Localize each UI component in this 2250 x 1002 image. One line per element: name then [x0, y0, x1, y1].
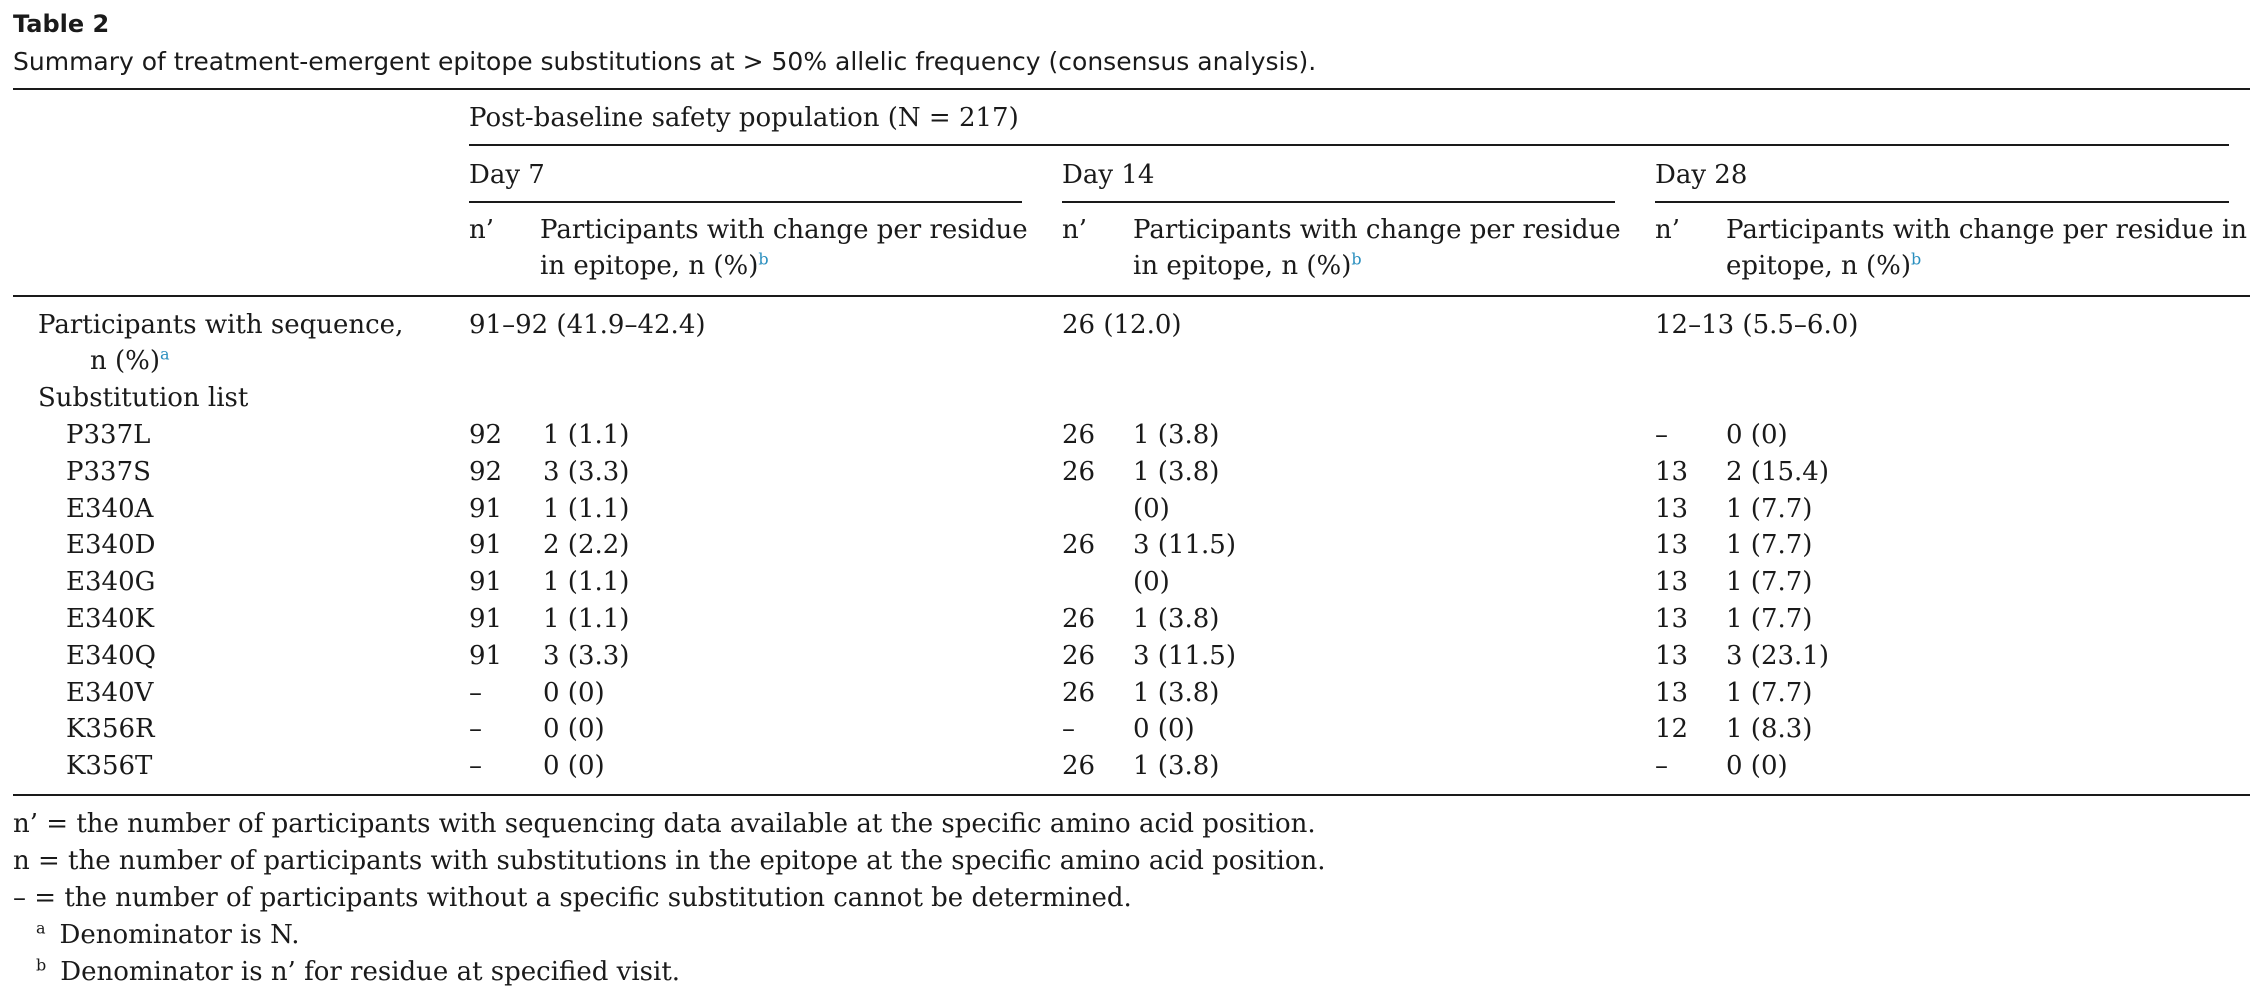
- day28-nprime: 13: [1655, 493, 1689, 524]
- day7-nprime: 91: [469, 493, 503, 524]
- day28-value: 1 (7.7): [1726, 530, 1813, 561]
- day28-value: 1 (7.7): [1726, 493, 1813, 524]
- row-label: P337S: [66, 456, 151, 487]
- day28-nprime: 13: [1655, 677, 1689, 708]
- day7-change-header: Participants with change per residue in epitope, n (%)$^b$: [540, 215, 1028, 281]
- bottom-rule: [13, 794, 2250, 796]
- sequence-day14: 26 (12.0): [1062, 310, 1182, 340]
- footnote-dash: – = the number of participants without a specific substitution cannot be determined.: [13, 883, 1132, 913]
- table-label: Table 2: [13, 10, 110, 38]
- day7-nprime: 91: [469, 604, 503, 634]
- day14-value: 3 (11.5): [1133, 640, 1236, 671]
- row-label: E340D: [66, 530, 156, 561]
- day7-value: 0 (0): [543, 677, 605, 708]
- day14-nprime-header: n’: [1062, 215, 1088, 245]
- day28-nprime: 13: [1655, 530, 1689, 561]
- day7-value: 1 (1.1): [543, 493, 630, 524]
- day14-value: 1 (3.8): [1133, 604, 1220, 634]
- day7-nprime-header: n’: [469, 215, 495, 245]
- day28-value: 0 (0): [1726, 751, 1788, 782]
- population-header: Post-baseline safety population (N = 217): [469, 103, 1019, 133]
- substitution-list-heading: Substitution list: [38, 383, 249, 413]
- day28-rule: [1655, 201, 2229, 203]
- day28-change-header: Participants with change per residue in epitope, n (%)$^b$: [1726, 215, 2248, 281]
- sequence-row-label: Participants with sequence, n (%)$^a$: [38, 310, 404, 376]
- top-rule: [13, 88, 2250, 90]
- day14-nprime: 26: [1062, 751, 1096, 782]
- row-label: K356R: [66, 714, 155, 745]
- day28-nprime: –: [1655, 420, 1668, 450]
- day7-value: 3 (3.3): [543, 456, 630, 487]
- row-label: E340V: [66, 677, 154, 708]
- day14-value: 1 (3.8): [1133, 456, 1220, 487]
- day14-nprime: 26: [1062, 677, 1096, 708]
- day28-nprime-header: n’: [1655, 215, 1681, 245]
- footnote-b: $^b$ Denominator is n’ for residue at specified visit.: [36, 955, 681, 987]
- day14-value: 3 (11.5): [1133, 530, 1236, 561]
- day14-nprime: 26: [1062, 530, 1096, 561]
- day28-value: 3 (23.1): [1726, 640, 1829, 671]
- day7-value: 1 (1.1): [543, 420, 630, 450]
- day28-value: 1 (7.7): [1726, 677, 1813, 708]
- day28-value: 1 (7.7): [1726, 604, 1813, 634]
- day14-rule: [1062, 201, 1615, 203]
- row-label: E340Q: [66, 640, 156, 671]
- footnote-nprime: n’ = the number of participants with sequencing data available at the specific amino acid position.: [13, 809, 1316, 839]
- day28-nprime: –: [1655, 751, 1668, 782]
- row-label: E340G: [66, 567, 156, 598]
- day14-value: 1 (3.8): [1133, 677, 1220, 708]
- day7-nprime: –: [469, 714, 482, 745]
- row-label: E340A: [66, 493, 154, 524]
- day7-nprime: –: [469, 751, 482, 782]
- day7-value: 3 (3.3): [543, 640, 630, 671]
- table-caption: Summary of treatment-emergent epitope substitutions at > 50% allelic frequency (consensus analysis).: [13, 47, 1317, 76]
- day28-nprime: 12: [1655, 714, 1689, 745]
- day7-nprime: 92: [469, 420, 503, 450]
- day28-value: 0 (0): [1726, 420, 1788, 450]
- day7-rule: [469, 201, 1022, 203]
- day7-nprime: 91: [469, 567, 503, 598]
- day28-nprime: 13: [1655, 604, 1689, 634]
- day14-value: 1 (3.8): [1133, 420, 1220, 450]
- visit-day28-header: Day 28: [1655, 160, 1748, 190]
- day7-nprime: 91: [469, 640, 503, 671]
- day28-nprime: 13: [1655, 640, 1689, 671]
- footnote-n: n = the number of participants with substitutions in the epitope at the specific amino acid position.: [13, 846, 1326, 876]
- footnote-a: $^a$ Denominator is N.: [36, 918, 300, 950]
- day14-value: (0): [1133, 493, 1170, 524]
- day7-value: 1 (1.1): [543, 567, 630, 598]
- day14-value: (0): [1133, 567, 1170, 598]
- day7-value: 0 (0): [543, 751, 605, 782]
- day7-value: 0 (0): [543, 714, 605, 745]
- day28-value: 1 (7.7): [1726, 567, 1813, 598]
- day14-nprime: 26: [1062, 604, 1096, 634]
- row-label: E340K: [66, 604, 155, 634]
- day28-value: 2 (15.4): [1726, 456, 1829, 487]
- day14-nprime: –: [1062, 714, 1075, 745]
- day14-nprime: 26: [1062, 640, 1096, 671]
- day14-nprime: 26: [1062, 456, 1096, 487]
- day7-value: 1 (1.1): [543, 604, 630, 634]
- day7-nprime: 92: [469, 456, 503, 487]
- header-rule: [13, 295, 2250, 297]
- day14-nprime: 26: [1062, 420, 1096, 450]
- population-rule: [469, 144, 2229, 146]
- sequence-day28: 12–13 (5.5–6.0): [1655, 310, 1859, 340]
- row-label: K356T: [66, 751, 153, 782]
- day7-nprime: –: [469, 677, 482, 708]
- day28-value: 1 (8.3): [1726, 714, 1813, 745]
- day7-value: 2 (2.2): [543, 530, 630, 561]
- sequence-day7: 91–92 (41.9–42.4): [469, 310, 706, 340]
- visit-day7-header: Day 7: [469, 160, 545, 190]
- row-label: P337L: [66, 420, 151, 450]
- day14-change-header: Participants with change per residue in epitope, n (%)$^b$: [1133, 215, 1621, 281]
- day14-value: 0 (0): [1133, 714, 1195, 745]
- visit-day14-header: Day 14: [1062, 160, 1155, 190]
- day7-nprime: 91: [469, 530, 503, 561]
- day28-nprime: 13: [1655, 456, 1689, 487]
- day28-nprime: 13: [1655, 567, 1689, 598]
- day14-value: 1 (3.8): [1133, 751, 1220, 782]
